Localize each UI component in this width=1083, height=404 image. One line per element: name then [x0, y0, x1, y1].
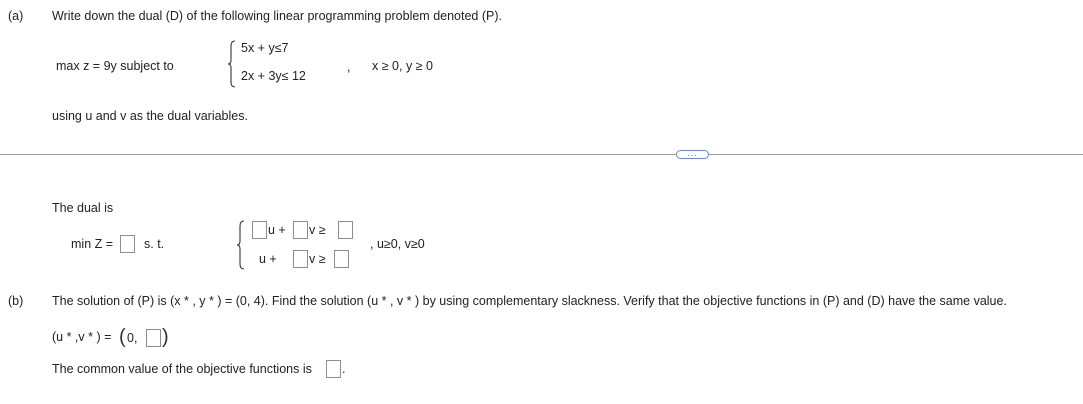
- dual-row1-v-coefficient-input[interactable]: [293, 221, 308, 239]
- solution-prefix: (u * ,v * ) =: [52, 330, 112, 344]
- section-divider: [0, 154, 1083, 155]
- solution-first-value: 0,: [127, 331, 138, 345]
- common-value-text: The common value of the objective functions is: [52, 362, 312, 376]
- primal-constraint-1: 5x + y≤7: [241, 41, 289, 55]
- dual-objective-input[interactable]: [120, 235, 135, 253]
- dual-row1-v-label: v ≥: [309, 223, 326, 237]
- dual-row2-rhs-input[interactable]: [334, 250, 349, 268]
- dual-row1-u-label: u +: [268, 223, 286, 237]
- dual-nonnegativity: , u≥0, v≥0: [370, 237, 425, 251]
- part-a-question: Write down the dual (D) of the following linear programming problem denoted (P).: [52, 9, 502, 23]
- primal-objective: max z = 9y subject to: [56, 59, 174, 73]
- more-options-button[interactable]: [676, 150, 709, 159]
- dual-row2-u-label: u +: [259, 252, 277, 266]
- primal-brace-icon: [227, 40, 237, 88]
- primal-constraint-2: 2x + 3y≤ 12: [241, 69, 306, 83]
- part-b-question: The solution of (P) is (x * , y * ) = (0, 4). Find the solution (u * , v * ) by using complementary slackness. Verify that the objective functions in (P) and (D) have the same value.: [52, 294, 1007, 308]
- part-b-label: (b): [8, 294, 24, 308]
- dual-row2-v-label: v ≥: [309, 252, 326, 266]
- dual-variables-note: using u and v as the dual variables.: [52, 109, 248, 123]
- part-a-label: (a): [8, 9, 24, 23]
- ellipsis-icon: ···: [687, 149, 698, 160]
- subject-to-label: s. t.: [144, 237, 165, 251]
- primal-nonnegativity: x ≥ 0, y ≥ 0: [372, 59, 433, 73]
- primal-comma: ,: [347, 60, 351, 74]
- common-value-input[interactable]: [326, 360, 341, 378]
- dual-brace-icon: [236, 220, 246, 270]
- common-value-period: .: [342, 362, 346, 376]
- dual-row1-rhs-input[interactable]: [338, 221, 353, 239]
- dual-row1-u-coefficient-input[interactable]: [252, 221, 267, 239]
- dual-objective-prefix: min Z =: [71, 237, 114, 251]
- solution-v-input[interactable]: [146, 329, 161, 347]
- dual-row2-v-coefficient-input[interactable]: [293, 250, 308, 268]
- dual-intro: The dual is: [52, 201, 114, 215]
- close-paren: ): [162, 326, 169, 348]
- open-paren: (: [119, 326, 126, 348]
